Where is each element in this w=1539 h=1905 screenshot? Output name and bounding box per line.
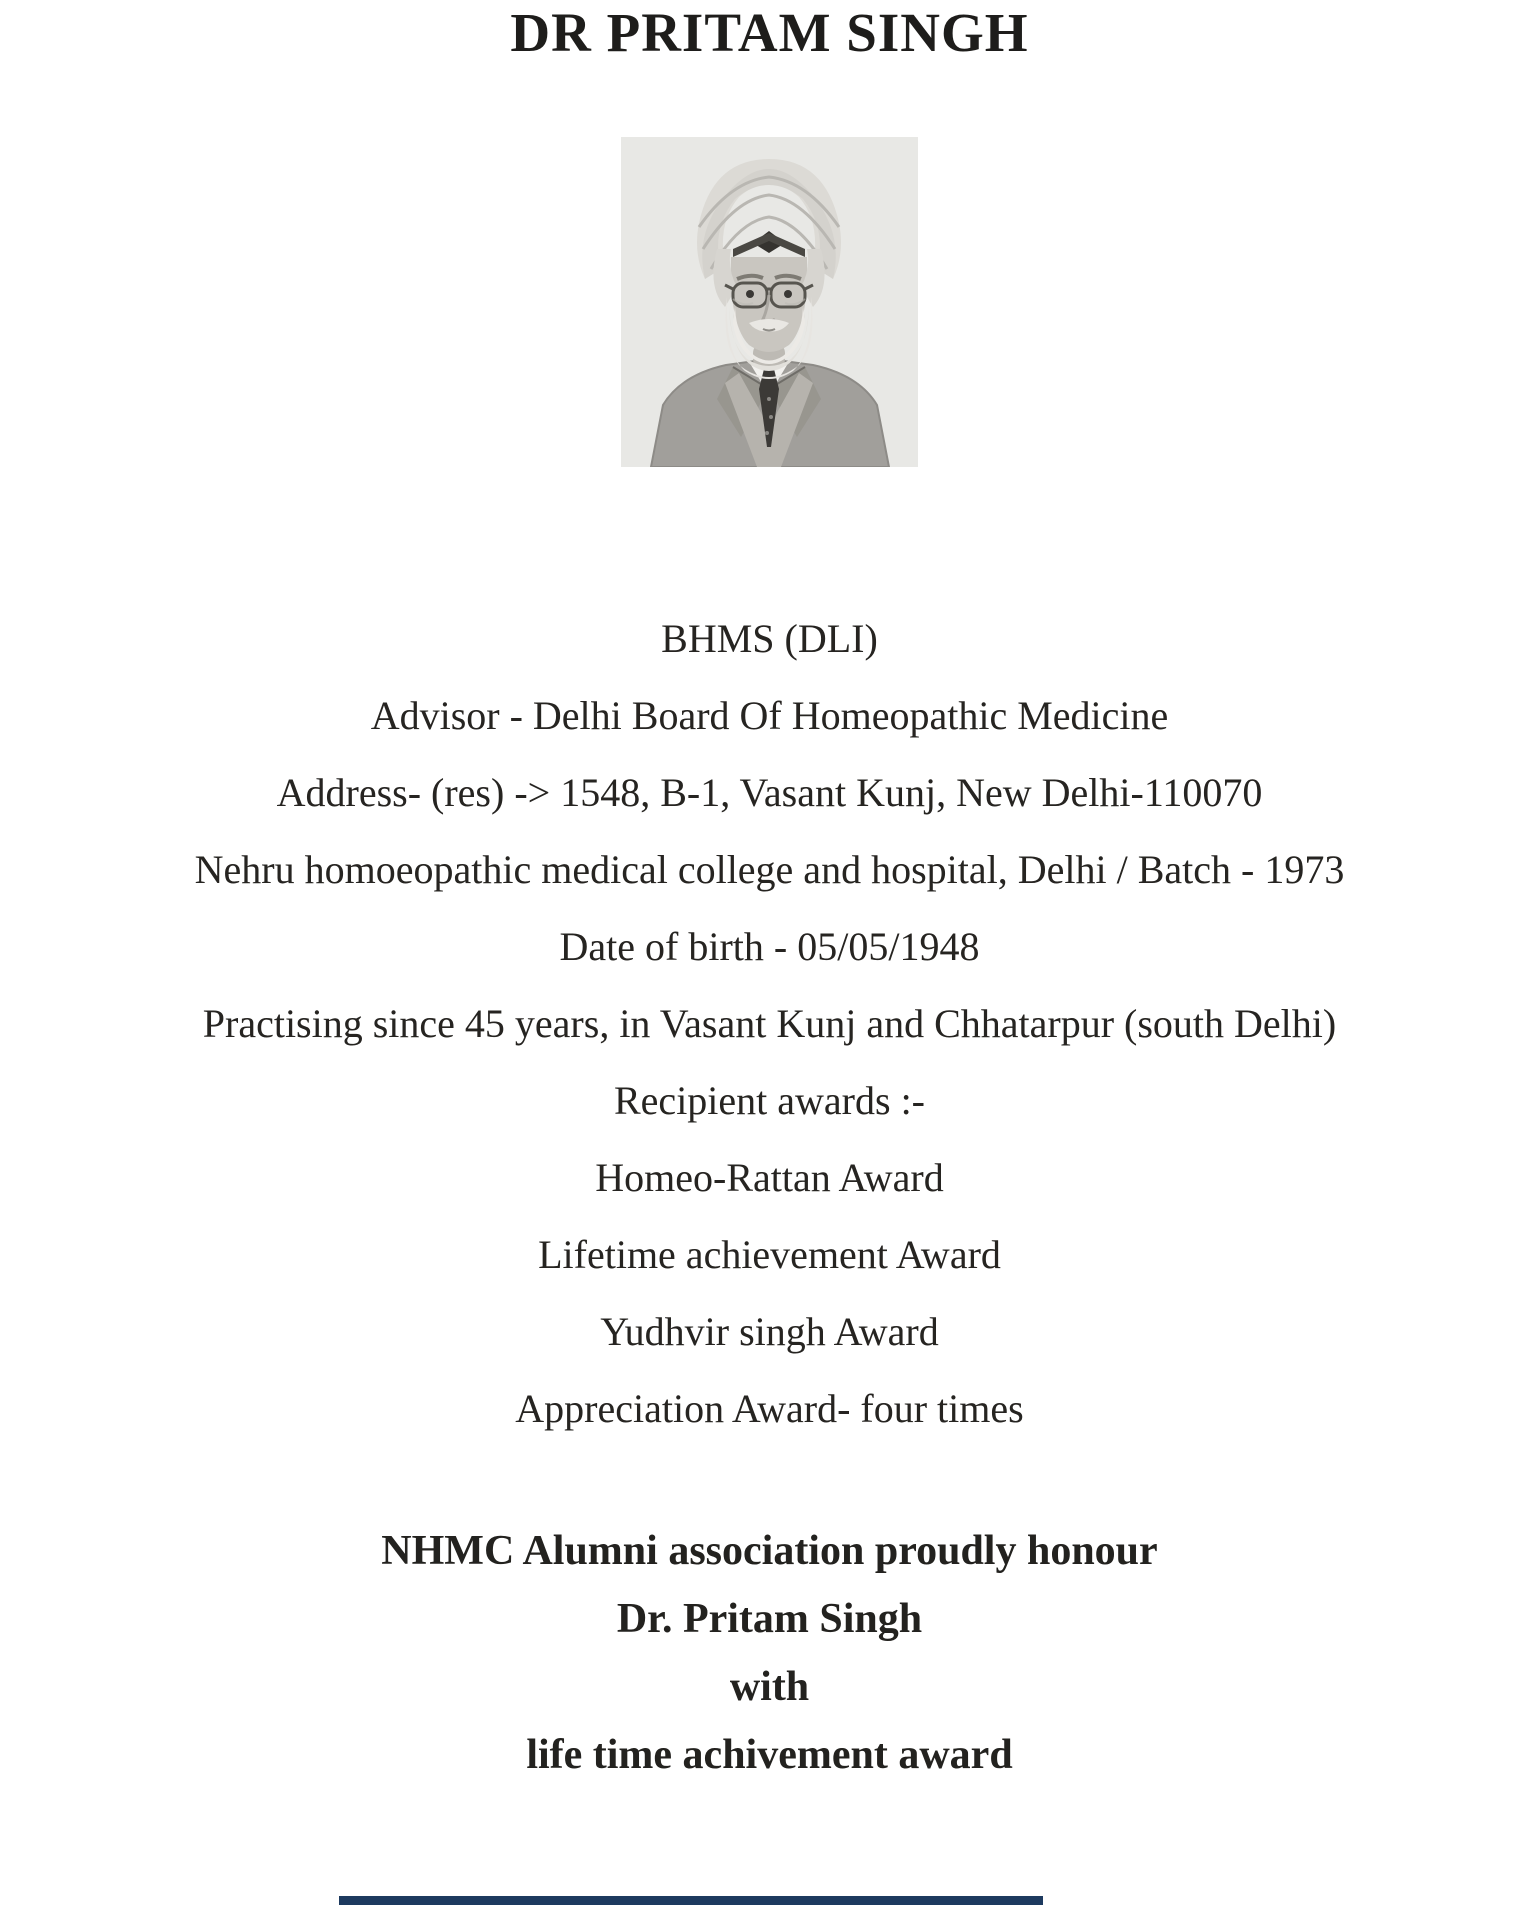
portrait-photo bbox=[621, 137, 918, 467]
page-title: DR PRITAM SINGH bbox=[510, 2, 1029, 63]
honour-line-with: with bbox=[729, 1664, 810, 1710]
bio-line-practice: Practising since 45 years, in Vasant Kunj and Chhatarpur (south Delhi) bbox=[202, 1001, 1337, 1046]
honour-line-association: NHMC Alumni association proudly honour bbox=[381, 1528, 1158, 1574]
honour-line-award: life time achivement award bbox=[526, 1732, 1013, 1778]
bio-line-college-batch: Nehru homoeopathic medical college and hospital, Delhi / Batch - 1973 bbox=[194, 847, 1345, 892]
bottom-bar bbox=[339, 1896, 1043, 1905]
bio-line-award-lifetime: Lifetime achievement Award bbox=[538, 1232, 1001, 1277]
bio-section bbox=[0, 600, 1539, 1447]
bio-line-awards-heading: Recipient awards :- bbox=[614, 1078, 925, 1123]
portrait-photo-graphic bbox=[621, 137, 918, 467]
bio-line-award-yudhvir: Yudhvir singh Award bbox=[600, 1309, 939, 1354]
bio-line-advisor-role: Advisor - Delhi Board Of Homeopathic Medicine bbox=[370, 693, 1169, 738]
honour-line-name: Dr. Pritam Singh bbox=[616, 1596, 923, 1642]
bio-line-award-appreciation: Appreciation Award- four times bbox=[515, 1386, 1024, 1431]
honour-section bbox=[0, 1517, 1539, 1789]
bio-line-address: Address- (res) -> 1548, B-1, Vasant Kunj, New Delhi-110070 bbox=[276, 770, 1263, 815]
bio-line-qualification: BHMS (DLI) bbox=[661, 616, 878, 661]
bio-line-date-of-birth: Date of birth - 05/05/1948 bbox=[559, 924, 980, 969]
bio-line-award-homeo-rattan: Homeo-Rattan Award bbox=[595, 1155, 944, 1200]
